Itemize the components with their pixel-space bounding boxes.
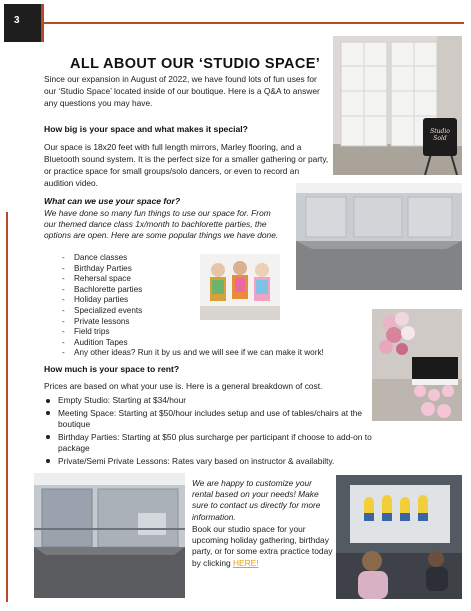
- q2-answer: We have done so many fun things to use our space for. From our themed dance class 1x/month to bachlorette parties, the options are open. Here are some popular things we have done.: [44, 208, 279, 240]
- list-item: - Birthday Parties: [60, 264, 324, 275]
- empty-studio-photo: [296, 183, 462, 290]
- list-item: Private/Semi Private Lessons: Rates vary based on instructor & availabilty.: [44, 456, 374, 468]
- intro-paragraph: Since our expansion in August of 2022, we have found lots of fun uses for our ‘Studio Space’ located inside of our boutique. Here is a Q&A to answer any questions you may have.: [44, 74, 320, 108]
- studio-barre-photo: [34, 473, 185, 598]
- page-title: ALL ABOUT OUR ‘STUDIO SPACE’: [70, 56, 321, 72]
- booking-note: [192, 524, 334, 569]
- party-setup-photo: [372, 309, 462, 421]
- movie-party-photo: [336, 475, 462, 599]
- list-item: Meeting Space: Starting at $50/hour includes setup and use of tables/chairs at the boutique: [44, 408, 374, 431]
- list-item: - Audition Tapes: [60, 338, 324, 349]
- list-item: Empty Studio: Starting at $34/hour: [44, 395, 374, 407]
- list-item: - Bachlorette parties: [60, 285, 324, 296]
- q3-answer: Prices are based on what your use is. Here is a general breakdown of cost.: [44, 381, 323, 391]
- children-crafts-photo: [200, 254, 280, 320]
- list-item: - Specialized events: [60, 306, 324, 317]
- list-item: - Holiday parties: [60, 295, 324, 306]
- header-rule: [44, 22, 464, 24]
- list-item: - Rehersal space: [60, 274, 324, 285]
- left-accent-rule: [6, 212, 8, 602]
- booking-text: Book our studio space for your upcoming holiday gathering, birthday party, or for some extra practice today by clicking: [192, 524, 333, 568]
- sign-text: Studio Sold: [430, 128, 450, 142]
- list-item: - Dance classes: [60, 253, 324, 264]
- q3-heading: How much is your space to rent?: [44, 364, 180, 374]
- page-number: 3: [14, 15, 20, 26]
- list-item: Birthday Parties: Starting at $50 plus surcharge per participant if choose to add-on to package: [44, 432, 374, 455]
- list-item: - Field trips: [60, 327, 324, 338]
- q1-heading: How big is your space and what makes it special?: [44, 124, 248, 134]
- pricing-list: [44, 395, 374, 468]
- studio-doors-photo: [333, 36, 462, 175]
- list-item: - Private lessons: [60, 317, 324, 328]
- customize-note: We are happy to customize your rental based on your needs! Make sure to contact us directly for more information.: [192, 478, 321, 522]
- q1-answer: Our space is 18x20 feet with full length mirrors, Marley flooring, and a Bluetooth sound system. It is the perfect size for a smaller gathering or party, or practice space for small groups/solo dancers, or even to record an audition video.: [44, 142, 329, 188]
- q2-heading: What can we use your space for?: [44, 196, 181, 206]
- page-number-box: [4, 4, 44, 42]
- here-link[interactable]: HERE!: [232, 557, 259, 568]
- list-item: - Any other ideas? Run it by us and we will see if we can make it work!: [60, 348, 324, 359]
- uses-list: [60, 253, 324, 359]
